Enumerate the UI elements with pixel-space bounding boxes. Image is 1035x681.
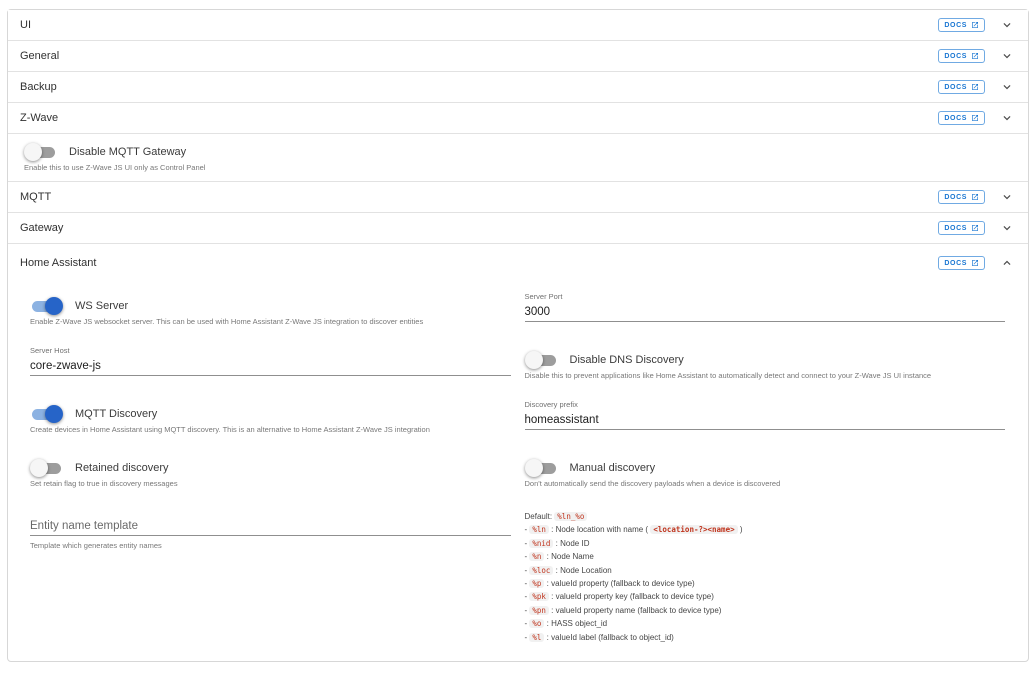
template-var-line: - %ln : Node location with name ( <location-?><name> ) (524, 525, 743, 535)
manual-discovery-toggle[interactable] (525, 462, 558, 474)
toggle-hint: Enable Z-Wave JS websocket server. This can be used with Home Assistant Z-Wave JS integration to discover entities (30, 317, 424, 326)
code-chip: %n (529, 552, 544, 561)
code-chip: %pn (529, 606, 549, 615)
toggle-label: MQTT Discovery (75, 408, 158, 420)
entity-name-template-input[interactable] (30, 519, 511, 536)
server-port-block (525, 282, 1006, 336)
open-in-new-icon (971, 21, 979, 29)
server-host-input[interactable] (30, 359, 511, 376)
docs-button[interactable]: DOCS (938, 80, 985, 94)
toggle-hint: Enable this to use Z-Wave JS UI only as Control Panel (24, 163, 206, 172)
toggle-hint: Don't automatically send the discovery payloads when a device is discovered (524, 479, 781, 488)
open-in-new-icon (971, 83, 979, 91)
ws-server-toggle[interactable] (30, 300, 63, 312)
toggle-hint: Create devices in Home Assistant using MQTT discovery. This is an alternative to Home Assistant Z-Wave JS integration (30, 425, 430, 434)
template-var-line: - %o : HASS object_id (524, 619, 608, 629)
template-var-line: - %n : Node Name (524, 552, 594, 562)
open-in-new-icon (971, 114, 979, 122)
panel-header-zwave[interactable] (8, 103, 1028, 133)
code-chip: %loc (529, 566, 553, 575)
template-var-line: - %nid : Node ID (524, 538, 590, 548)
panel-header-backup[interactable] (8, 72, 1028, 102)
chevron-down-icon[interactable] (1000, 221, 1014, 235)
docs-button[interactable]: DOCS (938, 18, 985, 32)
home-assistant-panel (8, 243, 1028, 644)
toggle-hint: Disable this to prevent applications like Home Assistant to automatically detect and connect to your Z-Wave JS UI instance (524, 371, 932, 380)
disable-mqtt-gateway-toggle[interactable] (24, 146, 57, 158)
manual-discovery-block (525, 444, 1006, 498)
docs-button[interactable]: DOCS (938, 221, 985, 235)
toggle-label: Disable MQTT Gateway (69, 146, 187, 158)
template-var-line: - %pk : valueId property key (fallback to device type) (524, 592, 714, 602)
template-var-line: - %p : valueId property (fallback to device type) (524, 579, 695, 589)
discovery-prefix-block (525, 390, 1006, 444)
toggle-label: Retained discovery (75, 462, 169, 474)
panel-header-gateway[interactable] (8, 213, 1028, 243)
chevron-down-icon[interactable] (1000, 190, 1014, 204)
mqtt-discovery-block (30, 390, 511, 444)
panel-title: Gateway (20, 222, 64, 234)
panel-title: Z-Wave (20, 112, 59, 124)
server-host-block (30, 336, 511, 390)
panel-title: Backup (20, 81, 57, 93)
code-chip: %p (529, 579, 544, 588)
code-chip: %ln_%o (554, 512, 587, 521)
panel-header-ui[interactable] (8, 10, 1028, 40)
toggle-label: Disable DNS Discovery (569, 354, 684, 366)
settings-card (7, 9, 1029, 662)
server-port-input[interactable] (525, 305, 1006, 322)
chevron-down-icon[interactable] (1000, 49, 1014, 63)
toggle-label: Manual discovery (569, 462, 656, 474)
docs-button[interactable]: DOCS (938, 111, 985, 125)
retained-discovery-block (30, 444, 511, 498)
panel-title: UI (20, 19, 31, 31)
docs-button[interactable]: DOCS (938, 256, 985, 270)
chevron-up-icon[interactable] (1000, 256, 1014, 270)
docs-button[interactable]: DOCS (938, 49, 985, 63)
code-chip: %pk (529, 592, 549, 601)
default-line: Default: %ln_%o (525, 510, 1006, 523)
default-template-help (525, 498, 1006, 644)
template-var-line: - %pn : valueId property name (fallback to device type) (524, 605, 722, 615)
field-label: Discovery prefix (524, 400, 578, 409)
toggle-hint: Set retain flag to true in discovery messages (30, 479, 178, 488)
disable-dns-discovery-toggle[interactable] (525, 354, 558, 366)
panel-title: MQTT (20, 191, 52, 203)
code-chip: <location-?><name> (650, 525, 737, 534)
open-in-new-icon (971, 259, 979, 267)
panel-title: General (20, 50, 60, 62)
chevron-down-icon[interactable] (1000, 80, 1014, 94)
open-in-new-icon (971, 52, 979, 60)
code-chip: %l (529, 633, 544, 642)
discovery-prefix-input[interactable] (525, 413, 1006, 430)
template-var-line: - %loc : Node Location (524, 565, 612, 575)
panel-header-general[interactable] (8, 41, 1028, 71)
mqtt-discovery-toggle[interactable] (30, 408, 63, 420)
panel-header-home-assistant[interactable] (8, 244, 1028, 282)
code-chip: %o (529, 619, 544, 628)
chevron-down-icon[interactable] (1000, 18, 1014, 32)
retained-discovery-toggle[interactable] (30, 462, 63, 474)
code-chip: %ln (529, 525, 549, 534)
template-var-line: - %l : valueId label (fallback to object_id) (524, 632, 674, 642)
ws-server-block (30, 282, 511, 336)
toggle-label: WS Server (75, 300, 129, 312)
open-in-new-icon (971, 193, 979, 201)
docs-button[interactable]: DOCS (938, 190, 985, 204)
disable-dns-discovery-block (525, 336, 1006, 390)
panel-header-mqtt[interactable] (8, 182, 1028, 212)
disable-mqtt-gateway-block (8, 133, 1028, 181)
field-label: Server Host (30, 346, 70, 355)
chevron-down-icon[interactable] (1000, 111, 1014, 125)
field-label: Server Port (524, 292, 563, 301)
open-in-new-icon (971, 224, 979, 232)
code-chip: %nid (529, 539, 553, 548)
panel-title: Home Assistant (20, 257, 97, 269)
entity-name-template-block (30, 498, 511, 644)
field-hint: Template which generates entity names (30, 541, 162, 550)
home-assistant-content (8, 282, 1028, 644)
